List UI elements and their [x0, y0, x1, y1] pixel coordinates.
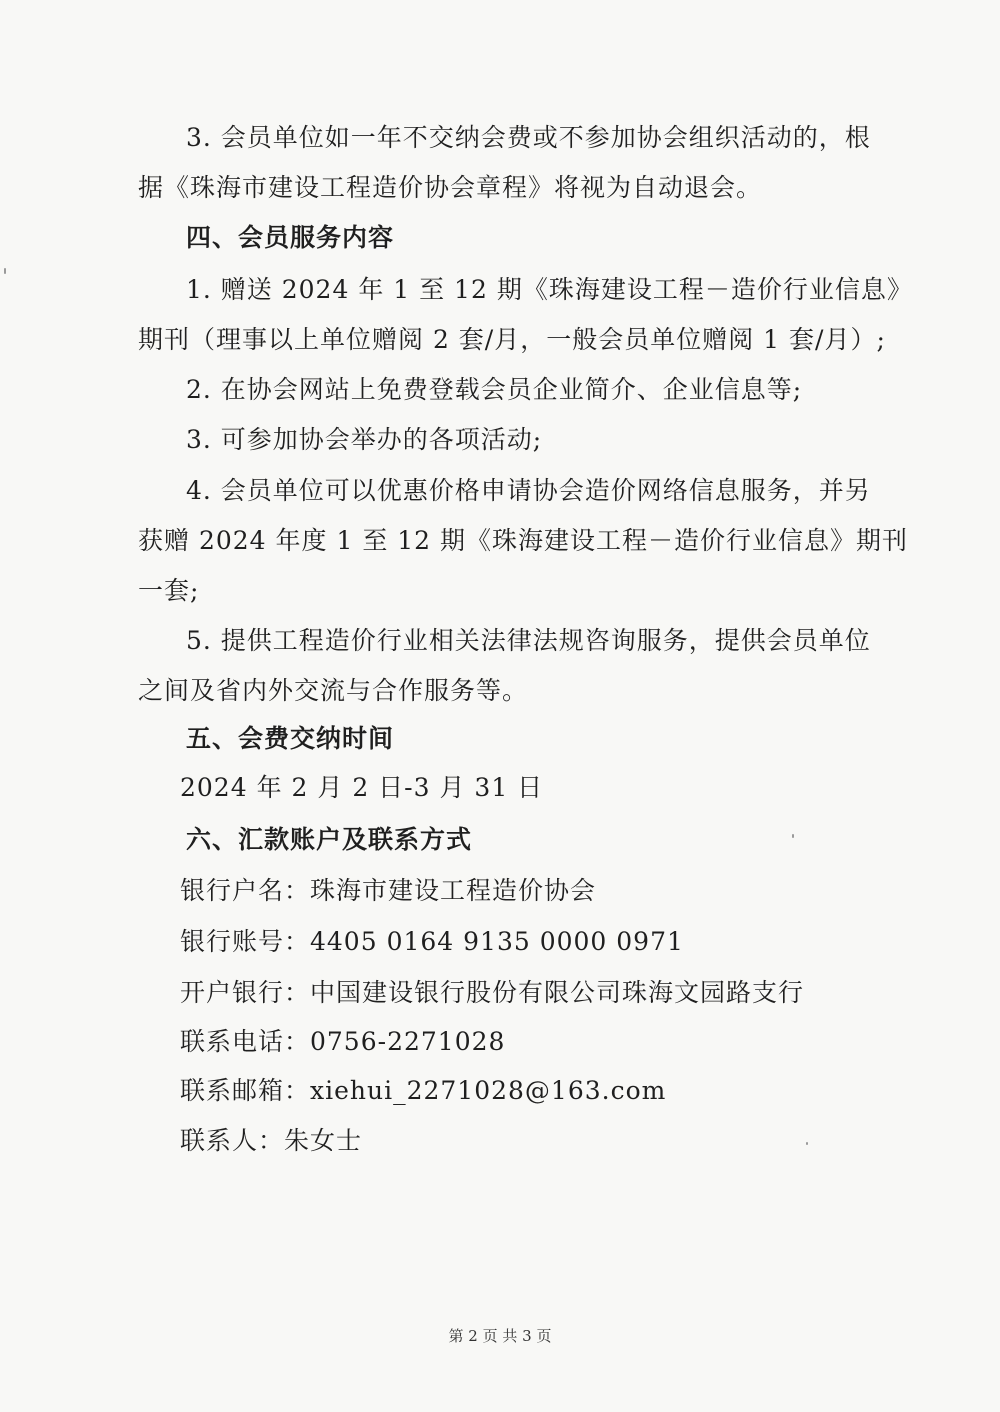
page-number-footer: 第 2 页 共 3 页 — [448, 1327, 552, 1345]
bank-account-number: 银行账号：4405 0164 9135 0000 0971 — [180, 927, 684, 956]
section4-item2: 2. 在协会网站上免费登载会员企业简介、企业信息等; — [186, 375, 803, 404]
section4-title: 四、会员服务内容 — [186, 223, 395, 252]
bank-branch: 开户银行：中国建设银行股份有限公司珠海文园路支行 — [180, 978, 805, 1007]
section4-item4-line1: 4. 会员单位可以优惠价格申请协会造价网络信息服务，并另 — [186, 476, 871, 505]
contact-phone: 联系电话：0756-2271028 — [180, 1027, 506, 1056]
contact-email: 联系邮箱：xiehui_2271028@163.com — [180, 1076, 667, 1105]
scan-artifact — [792, 834, 794, 838]
section4-item5-line1: 5. 提供工程造价行业相关法律法规咨询服务，提供会员单位 — [186, 626, 871, 655]
scan-artifact — [4, 268, 6, 274]
scan-artifact — [806, 1142, 808, 1145]
section3-item3-line1: 3. 会员单位如一年不交纳会费或不参加协会组织活动的，根 — [186, 123, 871, 152]
section3-item3-line2: 据《珠海市建设工程造价协会章程》将视为自动退会。 — [138, 173, 763, 202]
section5-title: 五、会费交纳时间 — [186, 724, 395, 753]
section4-item1-line1: 1. 赠送 2024 年 1 至 12 期《珠海建设工程－造价行业信息》 — [186, 275, 913, 304]
section4-item1-line2: 期刊（理事以上单位赠阅 2 套/月，一般会员单位赠阅 1 套/月）; — [138, 325, 886, 354]
section4-item5-line2: 之间及省内外交流与合作服务等。 — [138, 676, 529, 705]
section4-item4-line3: 一套; — [138, 576, 200, 605]
section6-title: 六、汇款账户及联系方式 — [186, 825, 473, 854]
section4-item4-line2: 获赠 2024 年度 1 至 12 期《珠海建设工程－造价行业信息》期刊 — [138, 526, 909, 555]
bank-account-name: 银行户名：珠海市建设工程造价协会 — [180, 876, 597, 905]
section5-period: 2024 年 2 月 2 日-3 月 31 日 — [180, 773, 544, 802]
contact-person: 联系人：朱女士 — [180, 1126, 363, 1155]
section4-item3: 3. 可参加协会举办的各项活动; — [186, 425, 543, 454]
